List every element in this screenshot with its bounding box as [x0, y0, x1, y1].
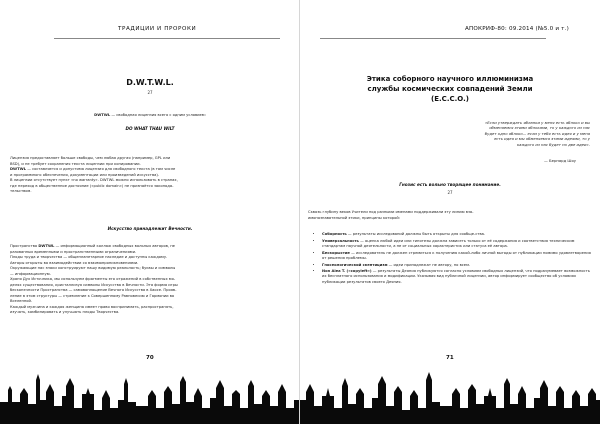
header-rule-right: [320, 38, 546, 39]
section-title-dwtwl: D.W.T.W.L.: [126, 78, 174, 87]
principle-item: • Соборность — результаты исследований должны быть открыты для сообще-ства.: [322, 232, 592, 237]
paragraph-space: Пространство DWTWL — информационный коллаж свободных вольных авторов, не разованных временными и пространственными ограничениями. Плоды труда и творчества — общепланетарное наследие и доступны каждому. Авторы открыты во взаимодействии со взаимопроникновениями. Окружающие нас знаки конструируют нашу видимую реальность; буквы и символы — информационную. Храня Дух Источника, мы используем фрагменты его отражений в собственных мо- делях существования, кристаллизуя символы Искусства в Вечности. Эта форма игры бесконечности Пространства — самовоплощение Вечного Искусства в Хаосе. Прояв- ление в этом структуры — стремление к Совершенному Равновесию и Гармонии во Вселенной. Каждый мужчина и каждая женщина имеет право воспринимать, распространять, изучать, комбинировать и улучшать плоды Творчества.: [10, 244, 178, 314]
motto-gnosis: Гнозис есть вольно творящее понимание.: [399, 182, 501, 187]
page-number-left: 70: [146, 355, 154, 361]
motto-left: DO WHAT THAU WILT: [125, 126, 175, 131]
principle-item: • Универсальность — оценка любой идеи или гипотезы должна зависеть только от её содержания и соответствия техническим стандартам научной деятельности, а не от социальных характеристик или статуса её автора.: [322, 239, 592, 249]
city-skyline-silhouette-right: [300, 350, 600, 424]
section-title-ecco: Этика соборного научного иллюминизма службы космических совпадений Земли (E.C.C.O.): [366, 75, 534, 103]
principle-item: • Non Alea T. («copyleft») — результаты Деяния публикуются согласно условиям свободных лицензий, что подразумевает возможность их бесплатного использования и модификации. Указывая вид публичной лицензии, автор информирует сообщество об условиях публикации результатов своего Деяния.: [322, 269, 592, 285]
paragraph-license: Лицензия предоставляет больше свободы, чем любая другая (например, GPL или BSD), и не требует сохранения текста лицензии при копировании. DWTWL — составляется и допустима лицензия для свободного текста (в том числе и программного обеспечения, документации или произведений искусства). В лицензии отсутствует пункт «no warranty». DWTWL можно использовать в странах, где переход в общественное достояние («public domain») не признаётся законода- тельством.: [10, 156, 178, 193]
running-header-left: ТРАДИЦИИ И ПРОРОКИ: [118, 26, 197, 32]
right-page: [300, 0, 600, 424]
epigraph-quote: «Если утверждать ябланки у меня есть яблоко и вы обменяемся этими яблоками, то у каждого из нас будет одно яблоко... если у тебя есть идея и у меня есть идея и мы обменяемся этими идеями, то у каждого из нас будет по две идеи».: [484, 120, 590, 147]
running-header-right: АПОКРИФ-80: 09.2014 (№5.0 и т.): [465, 26, 569, 32]
principle-item: • Бескорыстие — исследователь не должен стремиться к получению какой-либо личной выгоды от публикации помимо удовлетворения от решения проблемы.: [322, 251, 592, 261]
section-stars-right: 27: [447, 190, 453, 195]
principle-item: • Гносеологический скептицизм — идеи принадлежат не автору, но всем.: [322, 263, 592, 268]
epigraph-author: — Бернард Шоу: [544, 158, 577, 163]
intro-line: DWTWL — свободная лицензия всего с одним условием:: [94, 113, 206, 117]
header-rule-left: [54, 38, 280, 39]
city-skyline-silhouette-left: [0, 350, 300, 424]
paragraph-intro-principles: Сквозь глубину веков Учители под разными именами поддерживали эту линию вза- имопознавательной этики, принципы которой:: [308, 210, 474, 220]
section-stars-left: 27: [147, 90, 153, 95]
principles-list: [316, 232, 592, 286]
motto-eternity: Искусство принадлежит Вечности.: [107, 226, 193, 231]
page-number-right: 71: [446, 355, 454, 361]
